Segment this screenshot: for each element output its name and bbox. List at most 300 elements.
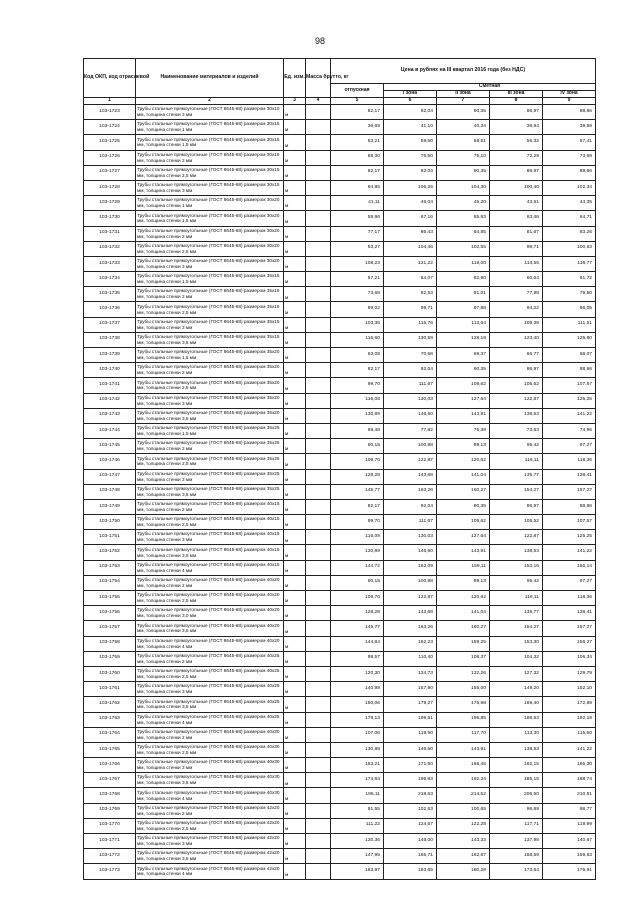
item-mass bbox=[306, 818, 331, 833]
table-row bbox=[84, 378, 596, 393]
table-row bbox=[84, 864, 596, 879]
item-name: Трубы стальные прямоугольные (ГОСТ 8645-68) размером 40х15 мм, толщина стенки 2,5 мм bbox=[136, 515, 284, 530]
item-unit: м bbox=[284, 348, 306, 363]
item-mass bbox=[306, 666, 331, 681]
release-price: 73,68 bbox=[331, 287, 384, 302]
item-name: Трубы стальные прямоугольные (ГОСТ 8645-68) размером 35х25 мм, толщина стенки 3 мм bbox=[136, 469, 284, 484]
zone-4-price: 125,80 bbox=[543, 332, 596, 347]
item-mass bbox=[306, 545, 331, 560]
zone-1-price: 76,50 bbox=[384, 150, 437, 165]
zone-1-price: 64,07 bbox=[384, 272, 437, 287]
item-code: 103-1726 bbox=[84, 150, 136, 165]
zone-4-price: 140,67 bbox=[543, 834, 596, 849]
zone-1-price: 162,09 bbox=[384, 560, 437, 575]
column-number: 6 bbox=[384, 98, 437, 105]
header-release-price: отпускная bbox=[331, 84, 384, 98]
table-row bbox=[84, 408, 596, 423]
zone-2-price: 120,62 bbox=[437, 591, 490, 606]
release-price: 59,96 bbox=[331, 211, 384, 226]
zone-2-price: 195,85 bbox=[437, 712, 490, 727]
column-number: 1 bbox=[84, 98, 136, 105]
item-name: Трубы стальные прямоугольные (ГОСТ 8645-68) размером 40х25 мм, толщина стенки 3 мм bbox=[136, 682, 284, 697]
zone-2-price: 127,64 bbox=[437, 393, 490, 408]
table-row bbox=[84, 196, 596, 211]
release-price: 108,23 bbox=[331, 256, 384, 271]
item-name: Трубы стальные прямоугольные (ГОСТ 8645-68) размером 30х15 мм, толщина стенки 1,5 мм bbox=[136, 135, 284, 150]
release-price: 116,09 bbox=[331, 530, 384, 545]
release-price: 93,27 bbox=[331, 241, 384, 256]
zone-2-price: 65,93 bbox=[437, 211, 490, 226]
item-name: Трубы стальные прямоугольные (ГОСТ 8645-68) размером 42х20 мм, толщина стенки 3 мм bbox=[136, 834, 284, 849]
zone-3-price: 123,40 bbox=[490, 332, 543, 347]
zone-2-price: 40,34 bbox=[437, 120, 490, 135]
zone-2-price: 141,04 bbox=[437, 606, 490, 621]
release-price: 178,13 bbox=[331, 712, 384, 727]
zone-4-price: 141,22 bbox=[543, 545, 596, 560]
item-code: 103-1748 bbox=[84, 484, 136, 499]
zone-3-price: 188,53 bbox=[490, 712, 543, 727]
release-price: 153,21 bbox=[331, 758, 384, 773]
zone-1-price: 146,60 bbox=[384, 408, 437, 423]
table-row bbox=[84, 682, 596, 697]
release-price: 91,55 bbox=[331, 803, 384, 818]
item-code: 103-1728 bbox=[84, 180, 136, 195]
zone-3-price: 114,55 bbox=[490, 256, 543, 271]
zone-4-price: 44,35 bbox=[543, 196, 596, 211]
zone-2-price: 117,70 bbox=[437, 727, 490, 742]
zone-2-price: 90,35 bbox=[437, 165, 490, 180]
item-code: 103-1734 bbox=[84, 272, 136, 287]
item-name: Трубы стальные прямоугольные (ГОСТ 8645-68) размером 35х25 мм, толщина стенки 1,5 мм bbox=[136, 423, 284, 438]
zone-4-price: 138,41 bbox=[543, 469, 596, 484]
zone-3-price: 153,16 bbox=[490, 560, 543, 575]
release-price: 90,15 bbox=[331, 575, 384, 590]
item-code: 103-1725 bbox=[84, 135, 136, 150]
zone-1-price: 143,68 bbox=[384, 606, 437, 621]
item-name: Трубы стальные прямоугольные (ГОСТ 8645-68) размером 40х20 мм, толщина стенки 2 мм bbox=[136, 575, 284, 590]
zone-3-price: 60,54 bbox=[490, 272, 543, 287]
item-code: 103-1765 bbox=[84, 742, 136, 757]
item-code: 103-1733 bbox=[84, 256, 136, 271]
zone-2-price: 128,19 bbox=[437, 332, 490, 347]
table-row bbox=[84, 712, 596, 727]
price-table bbox=[83, 58, 596, 880]
release-price: 109,70 bbox=[331, 454, 384, 469]
item-mass bbox=[306, 150, 331, 165]
item-name: Трубы стальные прямоугольные (ГОСТ 8645-68) размером 40х25 мм, толщина стенки 2 мм bbox=[136, 651, 284, 666]
zone-4-price: 97,27 bbox=[543, 439, 596, 454]
zone-3-price: 63,46 bbox=[490, 211, 543, 226]
zone-2-price: 75,10 bbox=[437, 150, 490, 165]
item-unit: м bbox=[284, 484, 306, 499]
zone-3-price: 156,59 bbox=[490, 849, 543, 864]
item-unit: м bbox=[284, 454, 306, 469]
table-row bbox=[84, 393, 596, 408]
table-row bbox=[84, 135, 596, 150]
item-name: Трубы стальные прямоугольные (ГОСТ 8645-68) размером 40х15 мм, толщина стенки 2 мм bbox=[136, 499, 284, 514]
item-unit: м bbox=[284, 773, 306, 788]
item-unit: м bbox=[284, 287, 306, 302]
zone-4-price: 100,63 bbox=[543, 241, 596, 256]
zone-3-price: 98,71 bbox=[490, 241, 543, 256]
item-code: 103-1723 bbox=[84, 105, 136, 120]
table-row bbox=[84, 621, 596, 636]
item-mass bbox=[306, 378, 331, 393]
zone-3-price: 122,87 bbox=[490, 530, 543, 545]
zone-4-price: 96,05 bbox=[543, 302, 596, 317]
release-price: 82,17 bbox=[331, 499, 384, 514]
table-row bbox=[84, 727, 596, 742]
item-name: Трубы стальные прямоугольные (ГОСТ 8645-68) размером 35х15 мм, толщина стенки 3 мм bbox=[136, 317, 284, 332]
item-name: Трубы стальные прямоугольные (ГОСТ 8645-68) размером 40х30 мм, толщина стенки 2 мм bbox=[136, 727, 284, 742]
item-code: 103-1751 bbox=[84, 530, 136, 545]
release-price: 111,22 bbox=[331, 818, 384, 833]
item-unit: м bbox=[284, 758, 306, 773]
zone-3-price: 86,97 bbox=[490, 165, 543, 180]
item-mass bbox=[306, 469, 331, 484]
column-number-row bbox=[84, 98, 596, 105]
zone-4-price: 107,57 bbox=[543, 378, 596, 393]
page-number: 98 bbox=[314, 36, 325, 46]
zone-2-price: 69,37 bbox=[437, 348, 490, 363]
header-zone-4: IV зона bbox=[543, 91, 596, 98]
zone-4-price: 188,74 bbox=[543, 773, 596, 788]
zone-1-price: 171,60 bbox=[384, 758, 437, 773]
release-price: 57,21 bbox=[331, 272, 384, 287]
item-code: 103-1773 bbox=[84, 864, 136, 879]
zone-3-price: 43,51 bbox=[490, 196, 543, 211]
item-mass bbox=[306, 439, 331, 454]
zone-1-price: 111,67 bbox=[384, 378, 437, 393]
zone-2-price: 109,62 bbox=[437, 378, 490, 393]
zone-4-price: 116,77 bbox=[543, 256, 596, 271]
zone-4-price: 129,79 bbox=[543, 666, 596, 681]
zone-2-price: 159,11 bbox=[437, 560, 490, 575]
table-row bbox=[84, 758, 596, 773]
zone-3-price: 117,71 bbox=[490, 818, 543, 833]
zone-4-price: 118,36 bbox=[543, 591, 596, 606]
table-row bbox=[84, 105, 596, 120]
table-row bbox=[84, 499, 596, 514]
item-code: 103-1756 bbox=[84, 606, 136, 621]
release-price: 120,30 bbox=[331, 666, 384, 681]
item-unit: м bbox=[284, 165, 306, 180]
item-unit: м bbox=[284, 423, 306, 438]
zone-2-price: 76,39 bbox=[437, 423, 490, 438]
column-number: 4 bbox=[306, 98, 331, 105]
zone-4-price: 98,77 bbox=[543, 803, 596, 818]
zone-1-price: 130,03 bbox=[384, 530, 437, 545]
item-unit: м bbox=[284, 196, 306, 211]
item-unit: м bbox=[284, 408, 306, 423]
release-price: 174,94 bbox=[331, 773, 384, 788]
zone-3-price: 135,77 bbox=[490, 606, 543, 621]
zone-3-price: 153,30 bbox=[490, 636, 543, 651]
item-mass bbox=[306, 180, 331, 195]
item-mass bbox=[306, 575, 331, 590]
release-price: 89,02 bbox=[331, 302, 384, 317]
item-unit: м bbox=[284, 636, 306, 651]
item-code: 103-1770 bbox=[84, 818, 136, 833]
item-code: 103-1752 bbox=[84, 545, 136, 560]
zone-1-price: 46,04 bbox=[384, 196, 437, 211]
item-mass bbox=[306, 241, 331, 256]
zone-1-price: 122,87 bbox=[384, 591, 437, 606]
zone-4-price: 64,71 bbox=[543, 211, 596, 226]
zone-3-price: 66,77 bbox=[490, 348, 543, 363]
release-price: 68,30 bbox=[331, 150, 384, 165]
table-row bbox=[84, 773, 596, 788]
zone-1-price: 86,43 bbox=[384, 226, 437, 241]
table-row bbox=[84, 834, 596, 849]
zone-3-price: 72,29 bbox=[490, 150, 543, 165]
item-unit: м bbox=[284, 226, 306, 241]
item-unit: м bbox=[284, 651, 306, 666]
item-unit: м bbox=[284, 742, 306, 757]
item-mass bbox=[306, 682, 331, 697]
item-unit: м bbox=[284, 818, 306, 833]
zone-1-price: 143,68 bbox=[384, 469, 437, 484]
item-unit: м bbox=[284, 621, 306, 636]
item-mass bbox=[306, 454, 331, 469]
zone-4-price: 111,51 bbox=[543, 317, 596, 332]
zone-4-price: 159,63 bbox=[543, 849, 596, 864]
zone-2-price: 122,28 bbox=[437, 818, 490, 833]
item-unit: м bbox=[284, 712, 306, 727]
zone-4-price: 138,41 bbox=[543, 606, 596, 621]
zone-3-price: 38,84 bbox=[490, 120, 543, 135]
release-price: 98,57 bbox=[331, 651, 384, 666]
zone-2-price: 120,62 bbox=[437, 454, 490, 469]
item-code: 103-1749 bbox=[84, 499, 136, 514]
zone-3-price: 162,15 bbox=[490, 758, 543, 773]
zone-1-price: 59,60 bbox=[384, 135, 437, 150]
item-name: Трубы стальные прямоугольные (ГОСТ 8645-68) размером 42х20 мм, толщина стенки 3,5 мм bbox=[136, 849, 284, 864]
item-name: Трубы стальные прямоугольные (ГОСТ 8645-68) размером 40х25 мм, толщина стенки 4 мм bbox=[136, 712, 284, 727]
item-name: Трубы стальные прямоугольные (ГОСТ 8645-68) размером 40х30 мм, толщина стенки 2,5 мм bbox=[136, 742, 284, 757]
release-price: 99,70 bbox=[331, 378, 384, 393]
release-price: 69,48 bbox=[331, 423, 384, 438]
release-price: 82,17 bbox=[331, 363, 384, 378]
item-name: Трубы стальные прямоугольные (ГОСТ 8645-68) размером 35х20 мм, толщина стенки 2,5 мм bbox=[136, 378, 284, 393]
column-number: 9 bbox=[543, 98, 596, 105]
item-unit: м bbox=[284, 378, 306, 393]
zone-3-price: 81,67 bbox=[490, 226, 543, 241]
zone-1-price: 99,71 bbox=[384, 302, 437, 317]
item-code: 103-1732 bbox=[84, 241, 136, 256]
item-unit: м bbox=[284, 302, 306, 317]
table-body bbox=[84, 105, 596, 880]
release-price: 94,85 bbox=[331, 180, 384, 195]
zone-2-price: 119,00 bbox=[437, 256, 490, 271]
item-unit: м bbox=[284, 439, 306, 454]
table-row bbox=[84, 439, 596, 454]
item-mass bbox=[306, 606, 331, 621]
zone-4-price: 115,50 bbox=[543, 727, 596, 742]
release-price: 144,72 bbox=[331, 560, 384, 575]
zone-3-price: 173,54 bbox=[490, 864, 543, 879]
item-name: Трубы стальные прямоугольные (ГОСТ 8645-68) размером 35х25 мм, толщина стенки 2 мм bbox=[136, 439, 284, 454]
zone-2-price: 192,34 bbox=[437, 773, 490, 788]
item-code: 103-1768 bbox=[84, 788, 136, 803]
table-row bbox=[84, 803, 596, 818]
item-code: 103-1731 bbox=[84, 226, 136, 241]
column-number: 2 bbox=[136, 98, 284, 105]
release-price: 109,70 bbox=[331, 591, 384, 606]
zone-4-price: 118,36 bbox=[543, 454, 596, 469]
item-unit: м bbox=[284, 241, 306, 256]
item-name: Трубы стальные прямоугольные (ГОСТ 8645-68) размером 30х15 мм, толщина стенки 3 мм bbox=[136, 180, 284, 195]
item-code: 103-1763 bbox=[84, 712, 136, 727]
table-row bbox=[84, 287, 596, 302]
zone-3-price: 185,15 bbox=[490, 773, 543, 788]
item-mass bbox=[306, 530, 331, 545]
item-name: Трубы стальные прямоугольные (ГОСТ 8645-68) размером 40х30 мм, толщина стенки 4 мм bbox=[136, 788, 284, 803]
item-mass bbox=[306, 591, 331, 606]
item-mass bbox=[306, 758, 331, 773]
zone-3-price: 116,11 bbox=[490, 454, 543, 469]
table-row bbox=[84, 818, 596, 833]
zone-1-price: 134,73 bbox=[384, 666, 437, 681]
item-name: Трубы стальные прямоугольные (ГОСТ 8645-68) размером 40х15 мм, толщина стенки 4 мм bbox=[136, 560, 284, 575]
item-mass bbox=[306, 560, 331, 575]
item-unit: м bbox=[284, 545, 306, 560]
item-code: 103-1747 bbox=[84, 469, 136, 484]
zone-3-price: 77,98 bbox=[490, 287, 543, 302]
zone-3-price: 138,53 bbox=[490, 545, 543, 560]
item-name: Трубы стальные прямоугольные (ГОСТ 8645-68) размером 42х20 мм, толщина стенки 4 мм bbox=[136, 864, 284, 879]
zone-3-price: 138,53 bbox=[490, 408, 543, 423]
zone-4-price: 192,19 bbox=[543, 712, 596, 727]
table-row bbox=[84, 454, 596, 469]
item-mass bbox=[306, 499, 331, 514]
zone-1-price: 92,04 bbox=[384, 363, 437, 378]
zone-4-price: 157,27 bbox=[543, 484, 596, 499]
zone-4-price: 39,59 bbox=[543, 120, 596, 135]
zone-2-price: 102,55 bbox=[437, 241, 490, 256]
table-row bbox=[84, 317, 596, 332]
zone-2-price: 214,52 bbox=[437, 788, 490, 803]
item-unit: м bbox=[284, 499, 306, 514]
release-price: 160,06 bbox=[331, 697, 384, 712]
item-mass bbox=[306, 302, 331, 317]
item-unit: м bbox=[284, 849, 306, 864]
release-price: 63,09 bbox=[331, 348, 384, 363]
header-price-group: Цена в рублях на III квартал 2016 года (без НДС) bbox=[331, 59, 596, 84]
table-header bbox=[84, 59, 596, 105]
table-row bbox=[84, 636, 596, 651]
zone-1-price: 100,98 bbox=[384, 575, 437, 590]
item-unit: м bbox=[284, 803, 306, 818]
zone-3-price: 113,30 bbox=[490, 727, 543, 742]
item-unit: м bbox=[284, 788, 306, 803]
table-row bbox=[84, 606, 596, 621]
zone-4-price: 165,30 bbox=[543, 758, 596, 773]
zone-2-price: 143,91 bbox=[437, 742, 490, 757]
zone-1-price: 179,27 bbox=[384, 697, 437, 712]
item-name: Трубы стальные прямоугольные (ГОСТ 8645-68) размером 35х15 мм, толщина стенки 1,5 мм bbox=[136, 272, 284, 287]
table-row bbox=[84, 423, 596, 438]
release-price: 140,98 bbox=[331, 682, 384, 697]
item-unit: м bbox=[284, 272, 306, 287]
item-code: 103-1746 bbox=[84, 454, 136, 469]
zone-2-price: 132,26 bbox=[437, 666, 490, 681]
zone-1-price: 163,26 bbox=[384, 484, 437, 499]
item-name: Трубы стальные прямоугольные (ГОСТ 8645-68) размером 35х20 мм, толщина стенки 3 мм bbox=[136, 393, 284, 408]
item-name: Трубы стальные прямоугольные (ГОСТ 8645-68) размером 30х20 мм, толщина стенки 3 мм bbox=[136, 256, 284, 271]
item-code: 103-1769 bbox=[84, 803, 136, 818]
item-code: 103-1753 bbox=[84, 560, 136, 575]
item-unit: м bbox=[284, 697, 306, 712]
release-price: 53,21 bbox=[331, 135, 384, 150]
item-mass bbox=[306, 272, 331, 287]
item-unit: м bbox=[284, 256, 306, 271]
zone-3-price: 86,97 bbox=[490, 363, 543, 378]
item-code: 103-1767 bbox=[84, 773, 136, 788]
item-unit: м bbox=[284, 180, 306, 195]
zone-3-price: 56,32 bbox=[490, 135, 543, 150]
item-unit: м bbox=[284, 469, 306, 484]
item-code: 103-1745 bbox=[84, 439, 136, 454]
zone-4-price: 210,51 bbox=[543, 788, 596, 803]
item-name: Трубы стальные прямоугольные (ГОСТ 8645-68) размером 42х20 мм, толщина стенки 2,5 мм bbox=[136, 818, 284, 833]
zone-2-price: 90,35 bbox=[437, 363, 490, 378]
item-mass bbox=[306, 317, 331, 332]
item-code: 103-1758 bbox=[84, 636, 136, 651]
zone-1-price: 146,60 bbox=[384, 545, 437, 560]
zone-1-price: 130,59 bbox=[384, 332, 437, 347]
item-name: Трубы стальные прямоугольные (ГОСТ 8645-68) размером 42х20 мм, толщина стенки 2 мм bbox=[136, 803, 284, 818]
zone-4-price: 119,99 bbox=[543, 818, 596, 833]
item-name: Трубы стальные прямоугольные (ГОСТ 8645-68) размером 35х15 мм, толщина стенки 2,5 мм bbox=[136, 302, 284, 317]
zone-1-price: 102,53 bbox=[384, 803, 437, 818]
zone-2-price: 143,33 bbox=[437, 834, 490, 849]
zone-4-price: 125,25 bbox=[543, 393, 596, 408]
item-mass bbox=[306, 484, 331, 499]
table-row bbox=[84, 788, 596, 803]
release-price: 130,36 bbox=[331, 834, 384, 849]
zone-1-price: 67,16 bbox=[384, 211, 437, 226]
zone-2-price: 99,13 bbox=[437, 575, 490, 590]
zone-2-price: 168,45 bbox=[437, 758, 490, 773]
zone-4-price: 88,66 bbox=[543, 499, 596, 514]
item-unit: м bbox=[284, 666, 306, 681]
table-row bbox=[84, 226, 596, 241]
zone-4-price: 83,26 bbox=[543, 226, 596, 241]
release-price: 130,89 bbox=[331, 545, 384, 560]
zone-4-price: 172,69 bbox=[543, 697, 596, 712]
header-zone-1: I зона bbox=[384, 91, 437, 98]
item-name: Трубы стальные прямоугольные (ГОСТ 8645-68) размером 40х20 мм, толщина стенки 4 мм bbox=[136, 636, 284, 651]
zone-2-price: 108,37 bbox=[437, 651, 490, 666]
item-name: Трубы стальные прямоугольные (ГОСТ 8645-68) размером 35х15 мм, толщина стенки 2 мм bbox=[136, 287, 284, 302]
item-name: Трубы стальные прямоугольные (ГОСТ 8645-68) размером 35х25 мм, толщина стенки 2,5 мм bbox=[136, 454, 284, 469]
item-code: 103-1759 bbox=[84, 651, 136, 666]
zone-1-price: 121,22 bbox=[384, 256, 437, 271]
item-unit: м bbox=[284, 560, 306, 575]
header-estimate-price: Сметная bbox=[384, 84, 596, 91]
zone-3-price: 116,11 bbox=[490, 591, 543, 606]
item-mass bbox=[306, 742, 331, 757]
release-price: 90,15 bbox=[331, 439, 384, 454]
zone-4-price: 73,69 bbox=[543, 150, 596, 165]
zone-3-price: 100,40 bbox=[490, 180, 543, 195]
table-row bbox=[84, 241, 596, 256]
zone-2-price: 99,13 bbox=[437, 439, 490, 454]
release-price: 147,95 bbox=[331, 849, 384, 864]
item-unit: м bbox=[284, 606, 306, 621]
item-mass bbox=[306, 211, 331, 226]
